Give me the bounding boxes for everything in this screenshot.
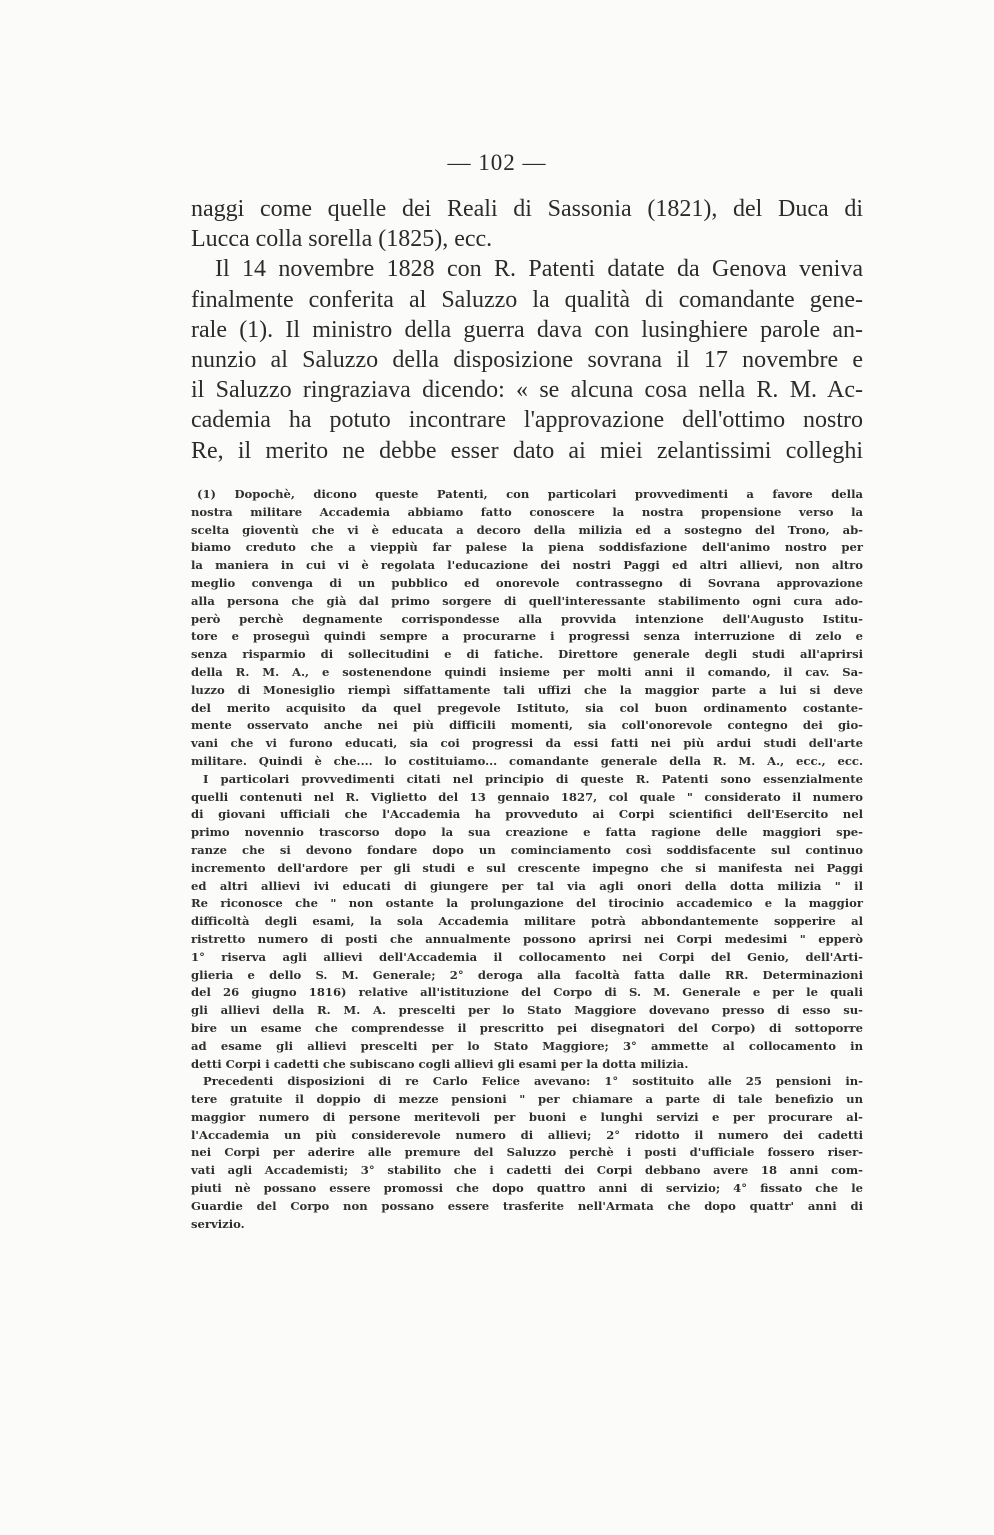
main-text-line: Lucca colla sorella (1825), ecc.	[191, 226, 493, 253]
footnote-line: I particolari provvedimenti citati nel principio di queste R. Patenti sono essenzialmente	[203, 771, 863, 786]
main-text-line: cademia ha potuto incontrare l'approvazione dell'ottimo nostro	[191, 407, 863, 434]
footnote-line: glieria e dello S. M. Generale; 2° deroga alla facoltà fatta dalle RR. Determinazioni	[191, 967, 863, 982]
main-text-line: nunzio al Saluzzo della disposizione sovrana il 17 novembre e	[191, 347, 863, 374]
footnote-line: mente osservato anche nei più difficili momenti, sia coll'onorevole contegno dei gio-	[191, 718, 863, 733]
footnote-line: piuti nè possano essere promossi che dopo quattro anni di servizio; 4° fissato che le	[191, 1181, 863, 1196]
footnote-line: Re riconosce che " non ostante la prolungazione del tirocinio accademico e la maggior	[191, 896, 863, 911]
footnote-line: servizio.	[191, 1216, 245, 1231]
footnote-line: della R. M. A., e sostenendone quindi insieme per molti anni il comando, il cav. Sa-	[191, 664, 863, 679]
footnote-line: luzzo di Monesiglio riempì siffattamente tali uffizi che la maggior parte a lui si deve	[191, 682, 863, 697]
footnote-line: ranze che si devono fondare dopo un cominciamento così soddisfacente sul continuo	[191, 842, 863, 857]
footnote-line: tere gratuite il doppio di mezze pensioni " per chiamare a parte di tale benefizio un	[191, 1092, 863, 1107]
footnotes	[191, 486, 863, 1233]
footnote-line: ad esame gli allievi prescelti per lo Stato Maggiore; 3° ammette al collocamento in	[191, 1038, 863, 1053]
footnote-line: senza risparmio di sollecitudini e di fatiche. Direttore generale degli studi all'aprirsi	[191, 647, 863, 662]
footnote-line: biamo creduto che a vieppiù far palese la piena soddisfazione dell'animo nostro per	[191, 540, 863, 555]
footnote-line: maggior numero di persone meritevoli per buoni e lunghi servizi e per procurare al-	[191, 1109, 863, 1124]
footnote-line: la maniera in cui vi è regolata l'educazione dei nostri Paggi ed altri allievi, non altro	[191, 558, 863, 573]
footnote-line: del merito acquisito da quel pregevole Istituto, sia col buon ordinamento costante-	[191, 700, 863, 715]
footnote-line: però perchè degnamente corrispondesse alla provvida intenzione dell'Augusto Istitu-	[191, 611, 863, 626]
main-text-line: rale (1). Il ministro della guerra dava con lusinghiere parole an-	[191, 316, 863, 343]
footnote-line: vati agli Accademisti; 3° stabilito che i cadetti dei Corpi debbano avere 18 anni com-	[191, 1163, 863, 1178]
footnote-line: bire un esame che comprendesse il prescritto pei disegnatori del Corpo) di sottoporre	[191, 1020, 863, 1035]
page-number: — 102 —	[447, 150, 547, 175]
footnote-line: vani che vi furono educati, sia coi progressi da essi fatti nei più ardui studi dell'arte	[191, 736, 863, 751]
footnote-line: quelli contenuti nel R. Viglietto del 13 gennaio 1827, col quale " considerato il numero	[191, 789, 863, 804]
main-text	[191, 194, 863, 466]
main-text-line: il Saluzzo ringraziava dicendo: « se alcuna cosa nella R. M. Ac-	[191, 377, 863, 404]
footnote-line: alla persona che già dal primo sorgere di quell'interessante stabilimento ogni cura ado-	[191, 593, 863, 608]
footnote-line: Precedenti disposizioni di re Carlo Felice avevano: 1° sostituito alle 25 pensioni in-	[203, 1074, 863, 1089]
footnote-line: nostra militare Accademia abbiamo fatto conoscere la nostra propensione verso la	[191, 504, 863, 519]
footnote-line: difficoltà degli esami, la sola Accademia militare potrà abbondantemente sopperire al	[191, 914, 863, 929]
footnote-line: 1° riserva agli allievi dell'Accademia il collocamento nei Corpi del Genio, dell'Arti-	[191, 949, 863, 964]
footnote-line: meglio convenga di un pubblico ed onorevole contrassegno di Sovrana approvazione	[191, 575, 863, 590]
main-text-line: naggi come quelle dei Reali di Sassonia (1821), del Duca di	[191, 196, 863, 222]
footnote-line: tore e proseguì quindi sempre a procurarne i progressi senza interruzione di zelo e	[191, 629, 863, 644]
footnote-line: militare. Quindi è che.... lo costituiamo... comandante generale della R. M. A., ecc., ecc.	[191, 753, 863, 768]
footnote-line: gli allievi della R. M. A. prescelti per lo Stato Maggiore dovevano presso di esso su-	[191, 1003, 863, 1018]
footnote-line: ristretto numero di posti che annualmente possono aprirsi nei Corpi medesimi " epperò	[191, 931, 863, 946]
footnote-line: primo novennio trascorso dopo la sua creazione e fatta ragione delle maggiori spe-	[191, 825, 863, 840]
footnote-line: scelta gioventù che vi è educata a decoro della milizia ed a sostegno del Trono, ab-	[191, 522, 863, 537]
footnote-line: detti Corpi i cadetti che subiscano cogli allievi gli esami per la dotta milizia.	[191, 1056, 689, 1071]
footnote-line: (1) Dopochè, dicono queste Patenti, con particolari provvedimenti a favore della	[197, 487, 863, 501]
footnote-line: l'Accademia un più considerevole numero di allievi; 2° ridotto il numero dei cadetti	[191, 1127, 863, 1142]
footnote-line: di giovani ufficiali che l'Accademia ha provveduto ai Corpi scientifici dell'Esercito nel	[191, 807, 863, 822]
footnote-line: incremento dell'ardore per gli studi e sul crescente impegno che si manifesta nei Paggi	[191, 860, 863, 875]
footnote-line: ed altri allievi ivi educati di giungere per tal via agli onori della dotta milizia " il	[191, 878, 863, 893]
footnote-line: nei Corpi per aderire alle premure del Saluzzo perchè i posti d'ufficiale fossero riser-	[191, 1145, 863, 1160]
main-text-line: Re, il merito ne debbe esser dato ai miei zelantissimi colleghi	[191, 437, 863, 464]
main-text-line: finalmente conferita al Saluzzo la qualità di comandante gene-	[191, 286, 863, 313]
footnote-line: del 26 giugno 1816) relative all'istituzione del Corpo di S. M. Generale e per le quali	[191, 985, 863, 1000]
main-text-line: Il 14 novembre 1828 con R. Patenti datate da Genova veniva	[215, 256, 863, 283]
footnote-line: Guardie del Corpo non possano essere trasferite nell'Armata che dopo quattr' anni di	[191, 1198, 863, 1213]
